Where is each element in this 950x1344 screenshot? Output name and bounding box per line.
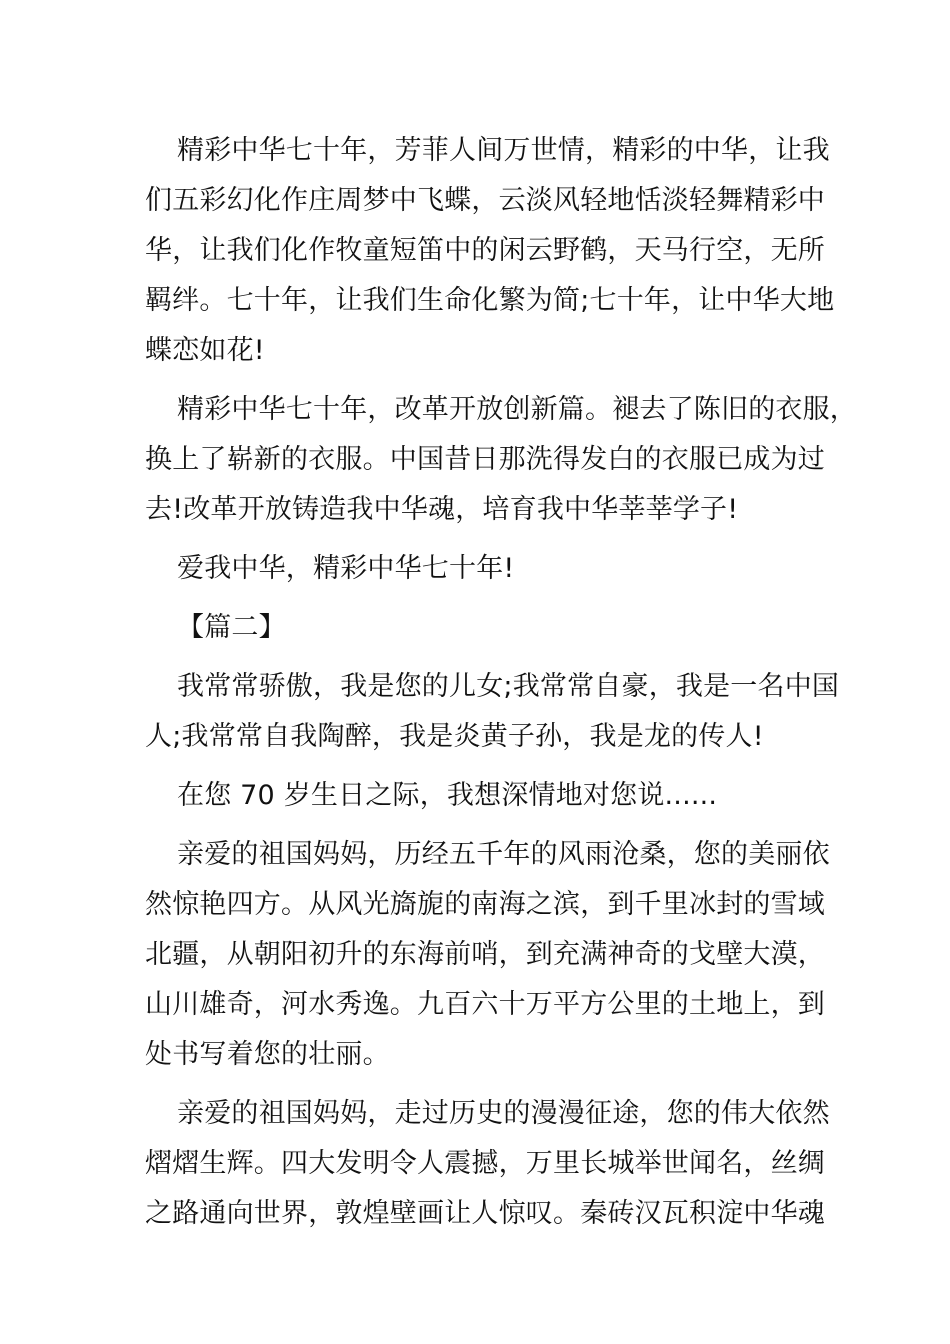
text-line: 然惊艳四方。从风光旖旎的南海之滨，到千里冰封的雪域 (145, 889, 825, 920)
paragraph (145, 544, 805, 594)
text-line: 亲爱的祖国妈妈，历经五千年的风雨沧桑，您的美丽依 (177, 839, 830, 870)
text-line: 亲爱的祖国妈妈，走过历史的漫漫征途，您的伟大依然 (177, 1098, 830, 1129)
text-line: 熠熠生辉。四大发明令人震撼，万里长城举世闻名，丝绸 (145, 1148, 825, 1179)
text-line: 之路通向世界，敦煌壁画让人惊叹。秦砖汉瓦积淀中华魂 (145, 1198, 825, 1229)
text-line: 爱我中华，精彩中华七十年! (177, 553, 515, 584)
text-line: 们五彩幻化作庄周梦中飞蝶，云淡风轻地恬淡轻舞精彩中 (145, 185, 825, 216)
paragraph (145, 126, 835, 376)
paragraph (145, 771, 805, 821)
section-title: 【篇二】 (177, 612, 286, 643)
text-line: 处书写着您的壮丽。 (145, 1039, 390, 1070)
paragraph (145, 662, 840, 762)
text-line: 去!改革开放铸造我中华魂，培育我中华莘莘学子! (145, 494, 739, 525)
text-line: 北疆，从朝阳初升的东海前哨，到充满神奇的戈壁大漠， (145, 939, 825, 970)
paragraph (145, 385, 857, 535)
text-line: 羁绊。七十年，让我们生命化繁为简;七十年，让中华大地 (145, 285, 835, 316)
text-line: 人;我常常自我陶醉，我是炎黄子孙，我是龙的传人! (145, 721, 764, 752)
paragraph (145, 830, 830, 1080)
text-line: 山川雄奇，河水秀逸。九百六十万平方公里的土地上，到 (145, 989, 825, 1020)
section-heading (145, 603, 805, 653)
text-line: 蝶恋如花! (145, 335, 265, 366)
document-body (145, 126, 857, 1239)
text-line: 在您 70 岁生日之际，我想深情地对您说...... (177, 780, 718, 811)
text-line: 换上了崭新的衣服。中国昔日那洗得发白的衣服已成为过 (145, 444, 825, 475)
paragraph (145, 1089, 830, 1239)
text-line: 精彩中华七十年，改革开放创新篇。褪去了陈旧的衣服， (177, 394, 857, 425)
text-line: 我常常骄傲，我是您的儿女;我常常自豪，我是一名中国 (177, 671, 840, 702)
text-line: 精彩中华七十年，芳菲人间万世情，精彩的中华，让我 (177, 135, 830, 166)
text-line: 华，让我们化作牧童短笛中的闲云野鹤，天马行空，无所 (145, 235, 825, 266)
